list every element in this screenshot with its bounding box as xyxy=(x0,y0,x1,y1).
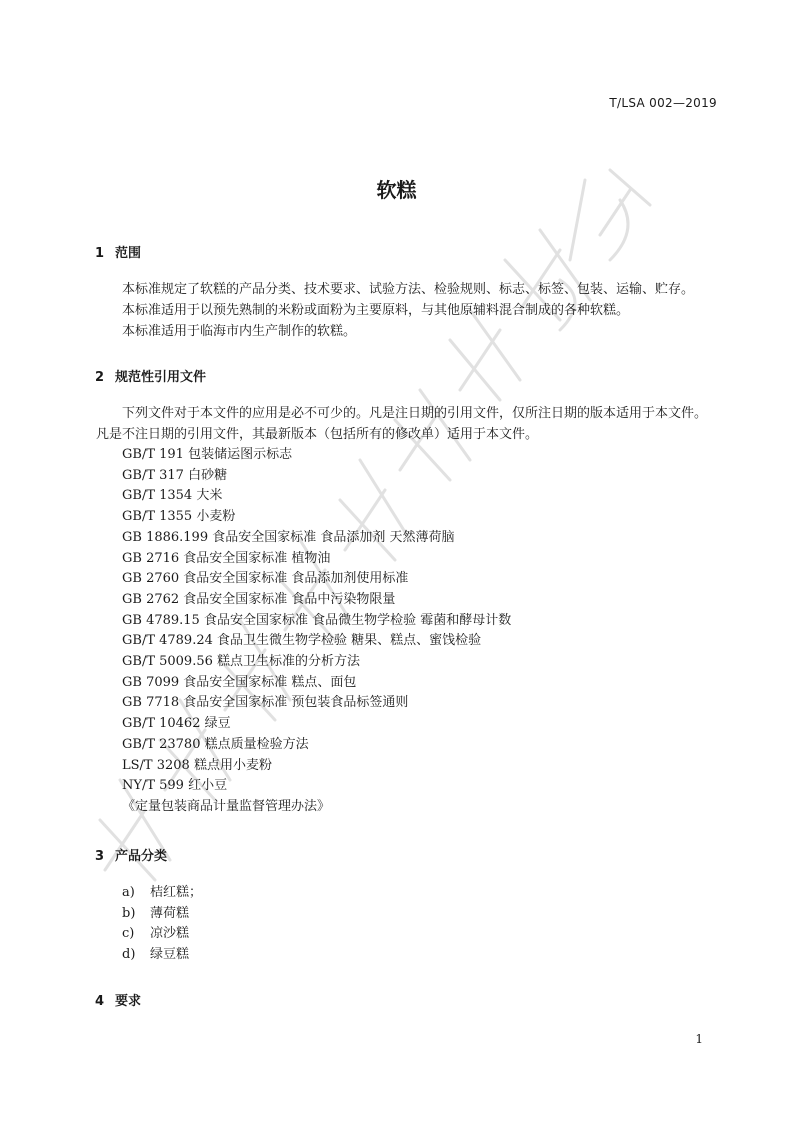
paragraph: 本标准适用于以预先熟制的米粉或面粉为主要原料，与其他原辅料混合制成的各种软糕。 xyxy=(122,302,630,318)
section-title: 范围 xyxy=(115,246,142,261)
list-item: GB/T 317 白砂糖 xyxy=(122,467,228,483)
section-1-heading xyxy=(95,242,141,261)
page-number: 1 xyxy=(695,1032,703,1046)
list-item: GB 2762 食品安全国家标准 食品中污染物限量 xyxy=(122,591,396,607)
list-item: 《定量包装商品计量监督管理办法》 xyxy=(122,798,331,814)
section-3-heading xyxy=(95,845,167,864)
section-title: 产品分类 xyxy=(115,849,168,864)
list-item: GB/T 5009.56 糕点卫生标准的分析方法 xyxy=(122,654,361,670)
section-title: 规范性引用文件 xyxy=(115,370,207,385)
section-1-body xyxy=(96,280,718,342)
list-item: GB 7099 食品安全国家标准 糕点、面包 xyxy=(122,674,357,690)
section-2-heading xyxy=(95,366,206,385)
list-item xyxy=(122,904,202,925)
section-number: 3 xyxy=(95,849,105,864)
section-4-heading xyxy=(95,990,141,1009)
list-item: GB 2716 食品安全国家标准 植物油 xyxy=(122,550,331,566)
list-marker: a) xyxy=(122,885,135,900)
reference-list xyxy=(122,445,511,818)
list-item: GB/T 1355 小麦粉 xyxy=(122,509,236,525)
list-text: 薄荷糕 xyxy=(150,905,190,921)
section-title: 要求 xyxy=(115,994,142,1009)
section-number: 2 xyxy=(95,370,105,385)
list-text: 桔红糕； xyxy=(150,885,203,900)
paragraph: 本标准规定了软糕的产品分类、技术要求、试验方法、检验规则、标志、标签、包装、运输、贮存。 xyxy=(122,282,695,297)
list-item: GB/T 4789.24 食品卫生微生物学检验 糖果、糕点、蜜饯检验 xyxy=(122,633,482,649)
section-number: 4 xyxy=(95,994,105,1009)
list-item: GB 2760 食品安全国家标准 食品添加剂使用标准 xyxy=(122,571,409,587)
list-text: 绿豆糕 xyxy=(150,947,190,963)
list-item: GB 4789.15 食品安全国家标准 食品微生物学检验 霉菌和酵母计数 xyxy=(122,612,512,628)
list-item xyxy=(122,883,202,904)
category-list xyxy=(122,883,202,966)
list-item xyxy=(122,924,202,945)
list-item xyxy=(122,945,202,966)
list-item: GB 7718 食品安全国家标准 预包装食品标签通则 xyxy=(122,695,409,711)
list-item: LS/T 3208 糕点用小麦粉 xyxy=(122,757,272,773)
list-text: 凉沙糕 xyxy=(150,926,190,942)
list-item: NY/T 599 红小豆 xyxy=(122,778,228,794)
paragraph: 下列文件对于本文件的应用是必不可少的。凡是注日期的引用文件，仅所注日期的版本适用于本文件。凡是不注日期的引用文件，其最新版本（包括所有的修改单）适用于本文件。 xyxy=(96,406,708,442)
list-marker: d) xyxy=(122,947,136,963)
standard-code: T/LSA 002—2019 xyxy=(609,96,717,110)
list-item: GB/T 10462 绿豆 xyxy=(122,716,231,732)
list-item: GB/T 1354 大米 xyxy=(122,488,223,504)
paragraph: 本标准适用于临海市内生产制作的软糕。 xyxy=(122,323,357,339)
list-item: GB 1886.199 食品安全国家标准 食品添加剂 天然薄荷脑 xyxy=(122,529,455,545)
list-marker: b) xyxy=(122,905,136,921)
list-item: GB/T 23780 糕点质量检验方法 xyxy=(122,736,309,752)
list-item: GB/T 191 包装储运图示标志 xyxy=(122,447,293,462)
document-title: 软糕 xyxy=(376,178,417,202)
section-2-intro xyxy=(96,404,718,446)
section-number: 1 xyxy=(95,246,105,261)
list-marker: c) xyxy=(122,926,135,942)
